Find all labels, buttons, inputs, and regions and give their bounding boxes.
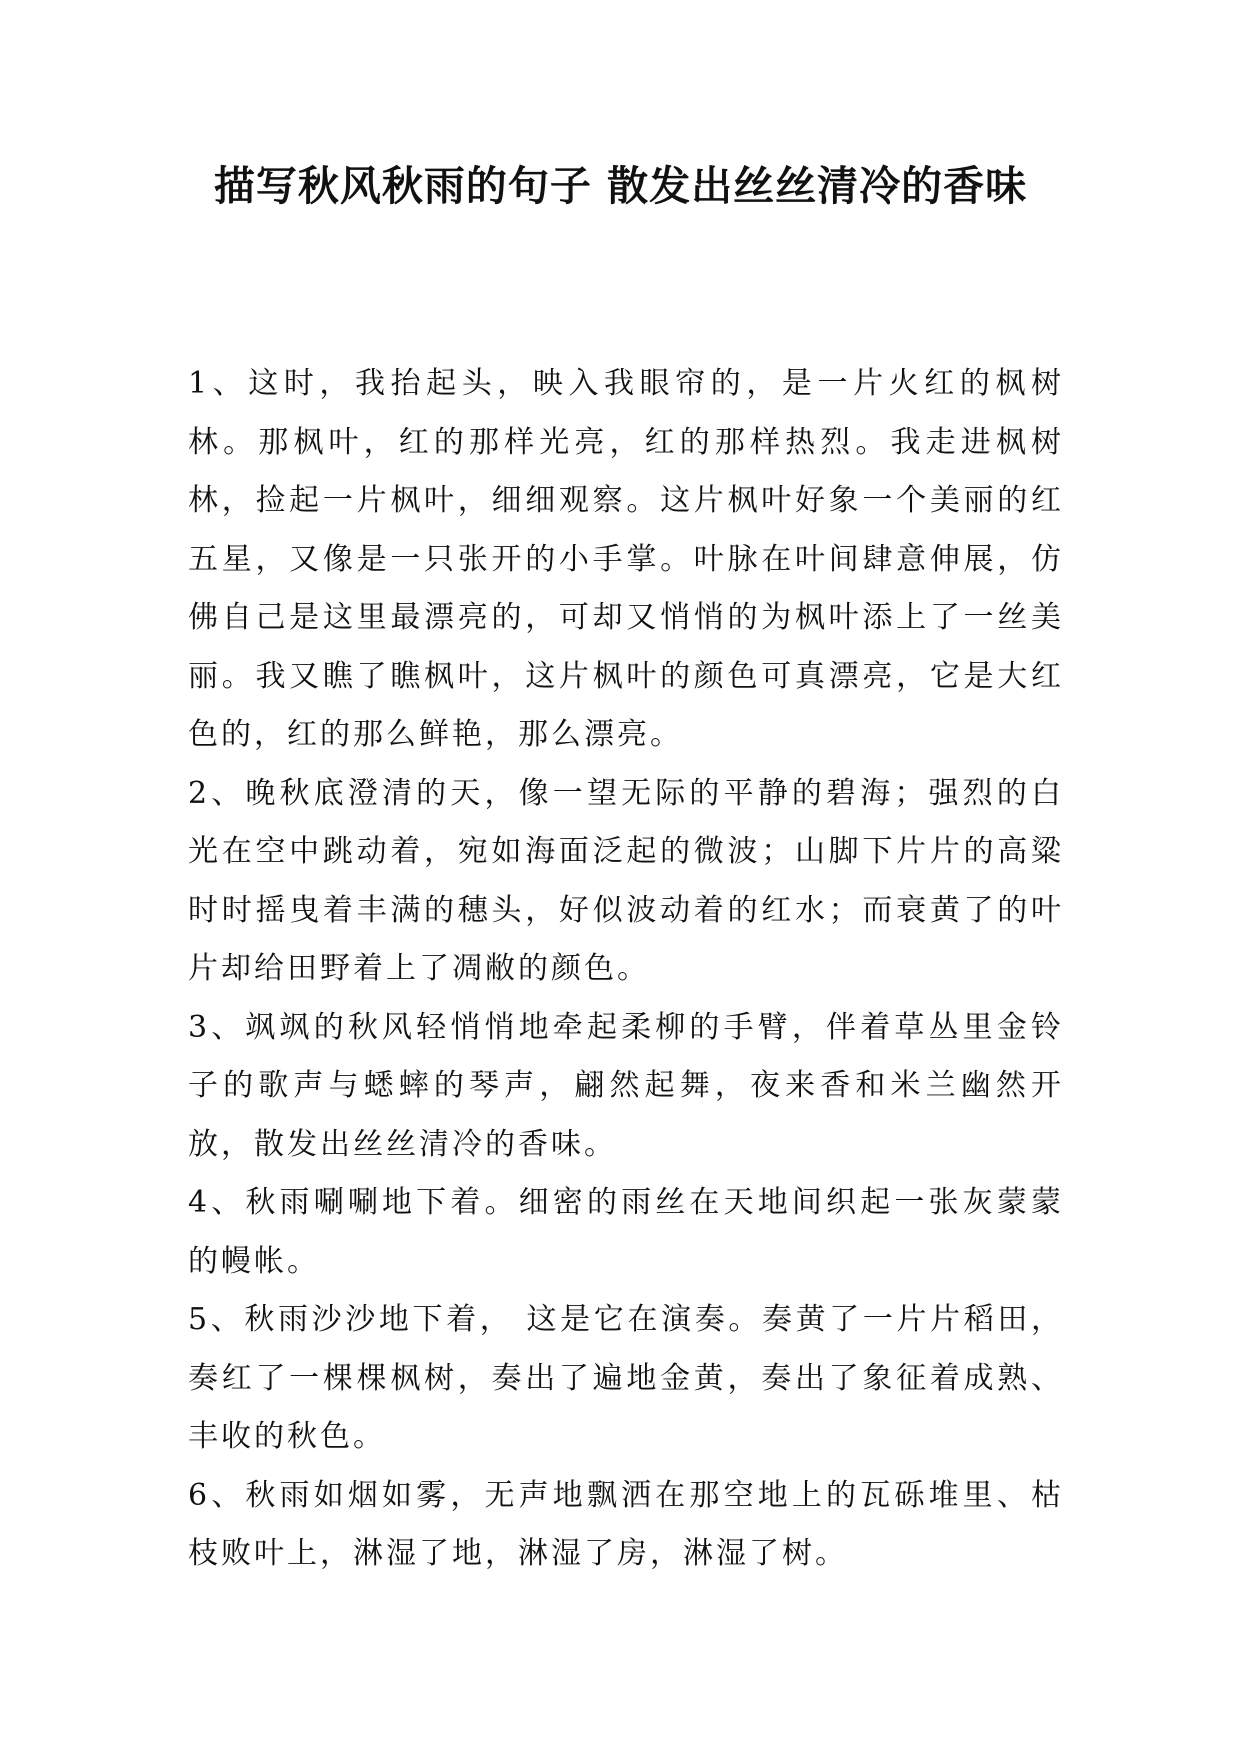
paragraph-2: 2、晚秋底澄清的天，像一望无际的平静的碧海；强烈的白光在空中跳动着，宛如海面泛起的微波；山脚下片片的高粱时时摇曳着丰满的穗头，好似波动着的红水；而衰黄了的叶片却给田野着上了凋敝的颜色。 (188, 775, 1064, 986)
paragraph-4: 4、秋雨唰唰地下着。细密的雨丝在天地间织起一张灰蒙蒙的幔帐。 (188, 1185, 1064, 1279)
paragraph-6: 6、秋雨如烟如雾，无声地飘洒在那空地上的瓦砾堆里、枯枝败叶上，淋湿了地，淋湿了房，淋湿了树。 (188, 1477, 1064, 1571)
document-body (188, 355, 1064, 1584)
paragraph-3: 3、飒飒的秋风轻悄悄地牵起柔柳的手臂，伴着草丛里金铃子的歌声与蟋蟀的琴声，翩然起舞，夜来香和米兰幽然开放，散发出丝丝清冷的香味。 (188, 1009, 1064, 1162)
paragraph-5: 5、秋雨沙沙地下着， 这是它在演奏。奏黄了一片片稻田，奏红了一棵棵枫树，奏出了遍地金黄，奏出了象征着成熟、丰收的秋色。 (188, 1302, 1064, 1454)
document-title: 描写秋风秋雨的句子 散发出丝丝清冷的香味 (213, 162, 1028, 210)
paragraph-1: 1、这时，我抬起头，映入我眼帘的，是一片火红的枫树林。那枫叶，红的那样光亮，红的那样热烈。我走进枫树林，捡起一片枫叶，细细观察。这片枫叶好象一个美丽的红五星，又像是一只张开的小手掌。叶脉在叶间肆意伸展，仿佛自己是这里最漂亮的，可却又悄悄的为枫叶添上了一丝美丽。我又瞧了瞧枫叶，这片枫叶的颜色可真漂亮，它是大红色的，红的那么鲜艳，那么漂亮。 (188, 366, 1064, 752)
